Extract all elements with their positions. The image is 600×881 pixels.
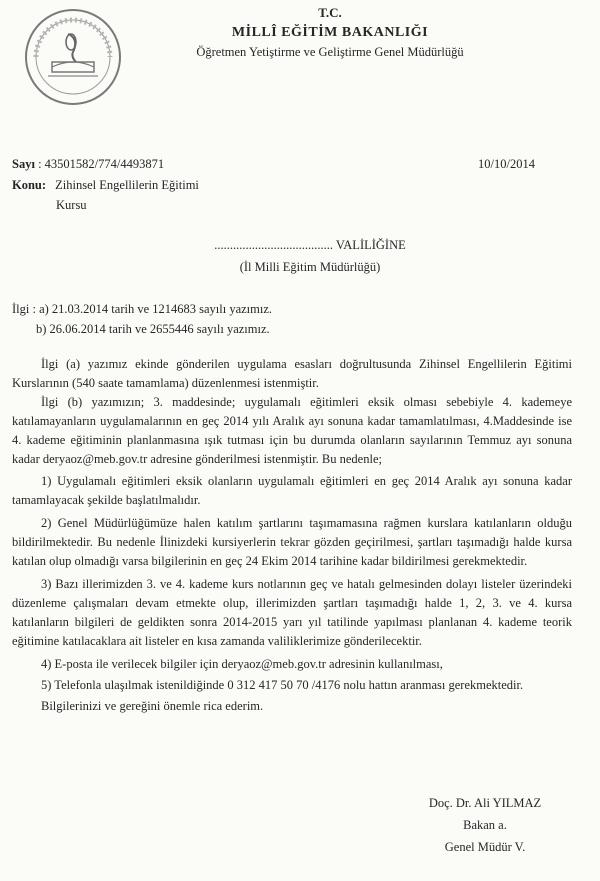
paragraph-1: İlgi (a) yazımız ekinde gönderilen uygulama esasları doğrultusunda Zihinsel Engellilerin Eğitimi Kurslarının (540 saate tamamlama) düzenlenmesi istenmiştir.	[12, 357, 572, 390]
paragraph-7: 5) Telefonla ulaşılmak istenildiğinde 0 312 417 50 70 /4176 nolu hattın aranması gerekmektedir.	[41, 678, 524, 692]
header-directorate: Öğretmen Yetiştirme ve Geliştirme Genel Müdürlüğü	[196, 45, 464, 59]
konu-line	[12, 176, 199, 194]
paragraph-5: 3) Bazı illerimizden 3. ve 4. kademe kurs notlarının geç ve hatalı gelmesinden dolayı listeler üzerindeki düzenleme çalışmaları devam etmekte olup, illerimizden şartları taşımadığı halde 1, 2, 3. ve 4. kursa katılanların bilgileri de geldikten sonra 2014-2015 yarı yıl tatilinde yapılması planlanan 4. kademe teorik eğitimine katılacaklara ait listeler en kısa zamanda valiliklerimize gönderilecektir.	[12, 577, 572, 648]
paragraph-2: İlgi (b) yazımızın; 3. maddesinde; uygulamalı eğitimleri eksik olması sebebiyle 4. kademeye katılamayanların uygulamalarının en geç 2014 yılı Aralık ayı sonuna kadar tamamlatılması, 4.Maddesinde ise 4. kademe eğitiminin planlanmasına ışık tutması için bu durumda olanların sayılarının Temmuz ayı sonuna kadar deryaoz@meb.gov.tr adresine gönderilmesi istenmiştir. Bu nedenle;	[12, 395, 572, 466]
paragraph-4: 2) Genel Müdürlüğümüze halen katılım şartlarını taşımamasına rağmen kurslara katılanların olduğu bildirilmektedir. Bu nedenle İlinizdeki kursiyerlerin tekrar gözden geçirilmesi, şartları taşımadığı halde kursa katılan olup olmadığı varsa bilgilerinin en geç 24 Ekim 2014 tarihine kadar bildirilmesi gerekmektedir.	[12, 516, 572, 568]
letter-body	[12, 355, 572, 716]
signature-block	[400, 792, 570, 858]
document-date: 10/10/2014	[478, 157, 535, 171]
paragraph-6: 4) E-posta ile verilecek bilgiler için deryaoz@meb.gov.tr adresinin kullanılması,	[41, 657, 443, 671]
sayi-line	[12, 155, 164, 173]
konu-value: Zihinsel Engellilerin Eğitimi	[55, 178, 199, 192]
signatory-name: Doç. Dr. Ali YILMAZ	[428, 796, 542, 810]
ilgi-a: İlgi : a) 21.03.2014 tarih ve 1214683 sayılı yazımız.	[12, 302, 273, 316]
paragraph-3: 1) Uygulamalı eğitimleri eksik olanların uygulamalı eğitimleri en geç 2014 Aralık ayı sonuna kadar tamamlayacak şekilde başlatılmalıdır.	[12, 474, 572, 507]
konu-label: Konu:	[12, 178, 47, 192]
addressee-line: ...................................... VALİLİĞİNE	[214, 238, 406, 252]
addressee-sub: (İl Milli Eğitim Müdürlüğü)	[239, 260, 381, 274]
konu-value-cont: Kursu	[56, 198, 87, 212]
ministry-seal	[22, 6, 124, 108]
header-tc: T.C.	[318, 5, 342, 20]
sayi-label: Sayı	[12, 157, 35, 171]
sayi-value: : 43501582/774/4493871	[38, 157, 165, 171]
signatory-role: Bakan a.	[463, 818, 507, 832]
signatory-title: Genel Müdür V.	[444, 840, 526, 854]
ilgi-b: b) 26.06.2014 tarih ve 2655446 sayılı yazımız.	[36, 322, 270, 336]
paragraph-8: Bilgilerinizi ve gereğini önemle rica ederim.	[41, 699, 264, 713]
header-ministry: MİLLÎ EĞİTİM BAKANLIĞI	[231, 25, 429, 40]
